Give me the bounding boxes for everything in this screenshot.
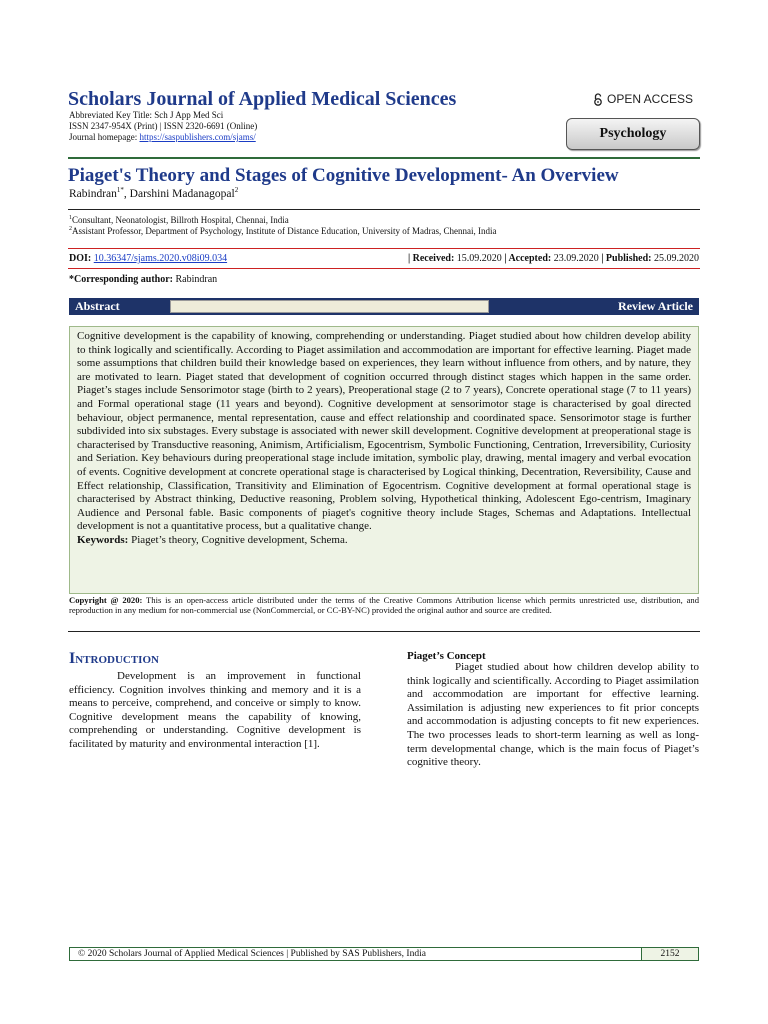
abstract-bar-fill bbox=[170, 300, 489, 313]
doi-dates-row bbox=[69, 253, 699, 264]
homepage-label: Journal homepage: bbox=[69, 132, 140, 142]
introduction-text: Development is an improvement in functional efficiency. Cognition involves thinking and memory and it is a means to perceive, comprehend, and conceive or simply to know. Cognitive development means the capability of knowing, comprehending or understanding. Cognitive development is facilitated by maturity and environmental interaction [1]. bbox=[69, 670, 361, 750]
authors bbox=[69, 186, 238, 200]
affiliation-1 bbox=[69, 215, 289, 225]
keywords: Piaget’s theory, Cognitive development, Schema. bbox=[131, 533, 348, 546]
corr-name: Rabindran bbox=[175, 274, 218, 285]
open-lock-icon bbox=[593, 93, 603, 106]
body-rule bbox=[68, 631, 700, 632]
doi bbox=[69, 253, 227, 264]
copyright-notice bbox=[69, 595, 699, 616]
affil-1-sup: 1 bbox=[69, 215, 72, 221]
article-title: Piaget's Theory and Stages of Cognitive Development- An Overview bbox=[68, 165, 619, 186]
open-access-badge bbox=[593, 92, 693, 106]
concept-text: Piaget studied about how children develop ability to think logically and scientifically. According to Piaget assimilation and accommodation are important for effective learning. Assimilation is adjusting new experiences to fit prior concepts and accommodation is adjusting concepts to fit new experiences. The two processes leads to short-term learning as well as long-term developmental change, which is the main focus of Piaget’s cognitive theory. bbox=[407, 661, 699, 769]
homepage-link[interactable]: https://saspublishers.com/sjams/ bbox=[139, 132, 256, 142]
journal-homepage bbox=[69, 132, 256, 143]
authors-rule bbox=[68, 209, 700, 210]
article-type: Review Article bbox=[618, 299, 693, 313]
journal-title: Scholars Journal of Applied Medical Sciences bbox=[68, 88, 457, 110]
affil-2-text: Assistant Professor, Department of Psychology, Institute of Distance Education, University of Madras, Chennai, India bbox=[72, 226, 497, 236]
dates bbox=[408, 253, 699, 264]
received-label: | Received: bbox=[407, 253, 457, 264]
received-date: 15.09.2020 bbox=[456, 253, 502, 264]
doi-label: DOI: bbox=[69, 253, 94, 264]
introduction-heading: Introduction bbox=[69, 650, 159, 667]
affiliation-rule bbox=[68, 248, 700, 249]
accepted-label: | Accepted: bbox=[501, 253, 554, 264]
abstract-label: Abstract bbox=[75, 299, 120, 313]
affil-2-sup: 2 bbox=[69, 226, 72, 232]
copyright-label: Copyright @ 2020: bbox=[69, 595, 143, 605]
doi-link[interactable]: 10.36347/sjams.2020.v08i09.034 bbox=[93, 253, 228, 264]
page-number: 2152 bbox=[641, 948, 698, 960]
author-2: , Darshini Madanagopal bbox=[123, 187, 235, 200]
footer-text: © 2020 Scholars Journal of Applied Medical Sciences | Published by SAS Publishers, India bbox=[78, 949, 426, 959]
published-label: | Published: bbox=[598, 253, 654, 264]
author-2-sup: 2 bbox=[234, 186, 239, 194]
affiliation-2 bbox=[69, 226, 496, 236]
copyright-text: This is an open-access article distributed under the terms of the Creative Commons Attribution license which permits unrestricted use, distribution, and reproduction in any medium for non-commercial use (NonCommercial, or CC-BY-NC) provided the original author and source are credited. bbox=[69, 595, 700, 616]
open-access-label: OPEN ACCESS bbox=[607, 92, 694, 106]
affil-1-text: Consultant, Neonatologist, Billroth Hospital, Chennai, India bbox=[72, 215, 289, 225]
accepted-date: 23.09.2020 bbox=[553, 253, 599, 264]
header-rule bbox=[68, 157, 700, 159]
concept-heading: Piaget’s Concept bbox=[407, 650, 486, 662]
corresponding-author bbox=[69, 274, 217, 285]
doi-rule bbox=[68, 268, 700, 269]
abstract-bar bbox=[69, 298, 699, 315]
corr-label: *Corresponding author: bbox=[69, 274, 176, 285]
issn: ISSN 2347-954X (Print) | ISSN 2320-6691 (Online) bbox=[69, 121, 258, 131]
abbrev-title: Abbreviated Key Title: Sch J App Med Sci bbox=[69, 110, 224, 120]
published-date: 25.09.2020 bbox=[654, 253, 699, 264]
author-1-sup: 1* bbox=[116, 186, 124, 194]
page-footer bbox=[69, 947, 699, 961]
keywords-label: Keywords: bbox=[77, 533, 132, 546]
abstract-text: Cognitive development is the capability of knowing, comprehending or understanding. Piaget studied about how children develop ability to think logically and scientifically. According to Piaget assimilation and accommodation are important for effective learning. Piaget made some assumptions that children build their knowledge based on experiences, they learn without influence from others, and by nature, they are motivated to learn. Piaget stated that development of cognition occurred through distinct stages which happen in the same order. Piaget’s stages include Sensorimotor stage (birth to 2 years), Preoperational stage (2 to 7 years), Concrete operational stage (7 to 11 years) and Formal operational stage (11 years and beyond). Cognitive development at sensorimotor stage is characterised by goal directed behaviour, object permanence, mental representation, cause and effect relationship and coordinated space. Sensorimotor stage is further subdivided into six substages. Every substage is associated with newer skill development. Cognitive development at preoperational stage is characterised by Transductive reasoning, Animism, Artificialism, Egocentrism, Symbolic Functioning, Centration, Irreversibility, Curiosity and Seriation. Key behaviours during preoperational stage include imitation, symbolic play, drawing, mental imagery and verbal evocation of events. Cognitive development at concrete operational stage is characterised by Logical thinking, Decentration, Reversibility, Cause and Effect relationship, Classification, Transitivity and Elimination of Egocentrism. Cognitive development at formal operational stage is characterised by Abstract thinking, Deductive reasoning, Problem solving, Hypothetical thinking, Adolescent Ego-centrism, Imaginary Audience and Personal fable. Basic components of piaget's cognitive theory include Stages, Schemas and Adaptations. Intellectual development is not a quantitative process, but a qualitative change. bbox=[77, 330, 691, 533]
subject-button[interactable]: Psychology bbox=[566, 118, 700, 150]
abstract-box bbox=[69, 326, 699, 594]
author-1: Rabindran bbox=[69, 187, 117, 200]
